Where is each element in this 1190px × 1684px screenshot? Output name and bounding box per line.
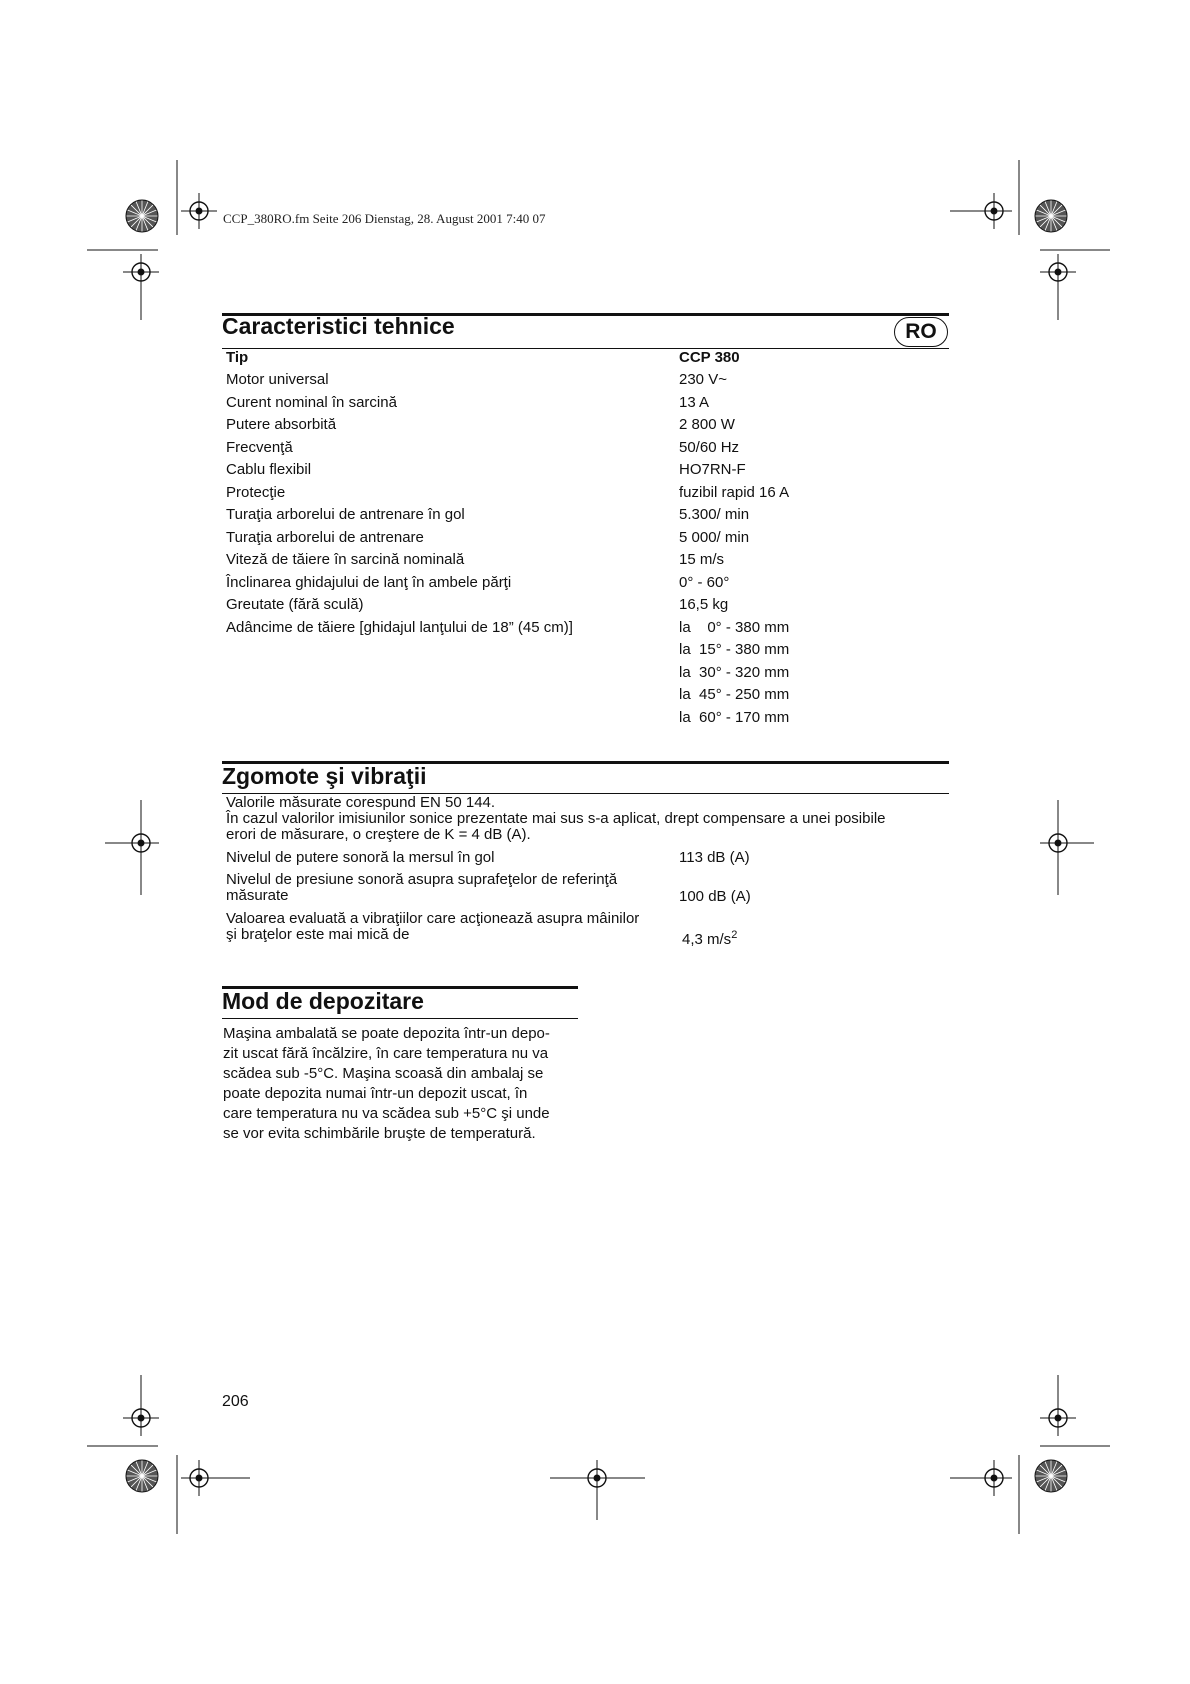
vibration-value-exponent: 2 [731,929,738,941]
noise-row-label: măsurate [226,887,289,904]
spec-label: Greutate (fără sculă) [226,596,364,613]
storage-title-rule-bottom [222,1018,578,1019]
spec-value: 5.300/ min [679,506,750,523]
noise-intro-line: În cazul valorilor imisiunilor sonice prezentate mai sus s-a aplicat, drept compensare a unei posibile [226,810,886,827]
spec-label: Adâncime de tăiere [ghidajul lanţului de 18” (45 cm)] [226,619,573,636]
star-target-top-left [126,200,158,232]
storage-line: poate depozita numai într-un depozit uscat, în [223,1085,528,1102]
spec-label: Curent nominal în sarcină [226,394,397,411]
tech-header-label: Tip [226,349,249,366]
spec-label: Motor universal [226,371,329,388]
star-target-top-right [1035,200,1067,232]
storage-line: care temperatura nu va scădea sub +5°C şi unde [223,1105,550,1122]
noise-intro-line: erori de măsurare, o creştere de K = 4 dB (A). [226,826,531,843]
spec-label: Turaţia arborelui de antrenare [226,529,424,546]
print-header-slug: CCP_380RO.fm Seite 206 Dienstag, 28. August 2001 7:40 07 [223,211,546,226]
spec-label: Protecţie [226,484,286,501]
spec-value: 5 000/ min [679,529,750,546]
spec-value: fuzibil rapid 16 A [679,484,790,501]
storage-line: scădea sub -5°C. Maşina scoasă din ambalaj se [223,1065,544,1082]
page-number: 206 [222,1393,249,1410]
spec-value: 13 A [679,394,710,411]
spec-value: 15 m/s [679,551,725,568]
storage-line: zit uscat fără încălzire, în care temperatura nu va [223,1045,549,1062]
spec-label: Înclinarea ghidajului de lanţ în ambele părţi [226,574,512,591]
spec-value: 50/60 Hz [679,439,740,456]
storage-line: Maşina ambalată se poate depozita într-un depo- [223,1025,550,1042]
spec-value: 230 V~ [679,371,727,388]
spec-value: la 0° - 380 mm [679,619,790,636]
cut-depth-value: la 45° - 250 mm [679,686,790,703]
cut-depth-value: la 60° - 170 mm [679,709,790,726]
noise-row-value: 113 dB (A) [679,849,750,866]
vibration-value-text: 4,3 m/s [682,931,732,948]
noise-row-label: Nivelul de putere sonoră la mersul în gol [226,849,495,866]
vibration-row-label: şi braţelor este mai mică de [226,926,410,943]
language-badge: RO [894,317,948,347]
noise-row-label: Nivelul de presiune sonoră asupra suprafeţelor de referinţă [226,871,618,888]
spec-label: Putere absorbită [226,416,337,433]
storage-paragraph [223,1024,583,1144]
cut-depth-value: la 15° - 380 mm [679,641,790,658]
noise-row-value: 100 dB (A) [679,888,751,905]
star-target-bottom-right [1035,1460,1067,1492]
spec-value: 16,5 kg [679,596,729,613]
storage-section-title: Mod de depozitare [222,988,424,1014]
spec-label: Frecvenţă [226,439,293,456]
spec-value: 2 800 W [679,416,735,433]
spec-value: HO7RN-F [679,461,746,478]
tech-header-value: CCP 380 [679,349,740,366]
spec-value: 0° - 60° [679,574,730,591]
spec-label: Cablu flexibil [226,461,312,478]
storage-line: se vor evita schimbările bruşte de temperatură. [223,1125,536,1142]
noise-intro-line: Valorile măsurate corespund EN 50 144. [226,794,496,811]
spec-label: Turaţia arborelui de antrenare în gol [226,506,465,523]
tech-title-rule-bottom [222,348,949,349]
noise-section-title: Zgomote şi vibraţii [222,763,427,789]
spec-label: Viteză de tăiere în sarcină nominală [226,551,465,568]
vibration-row-value [682,926,737,949]
star-target-bottom-left [126,1460,158,1492]
tech-section-title: Caracteristici tehnice [222,313,455,339]
vibration-row-label: Valoarea evaluată a vibraţiilor care acţionează asupra mâinilor [226,910,640,927]
cut-depth-value: la 30° - 320 mm [679,664,790,681]
